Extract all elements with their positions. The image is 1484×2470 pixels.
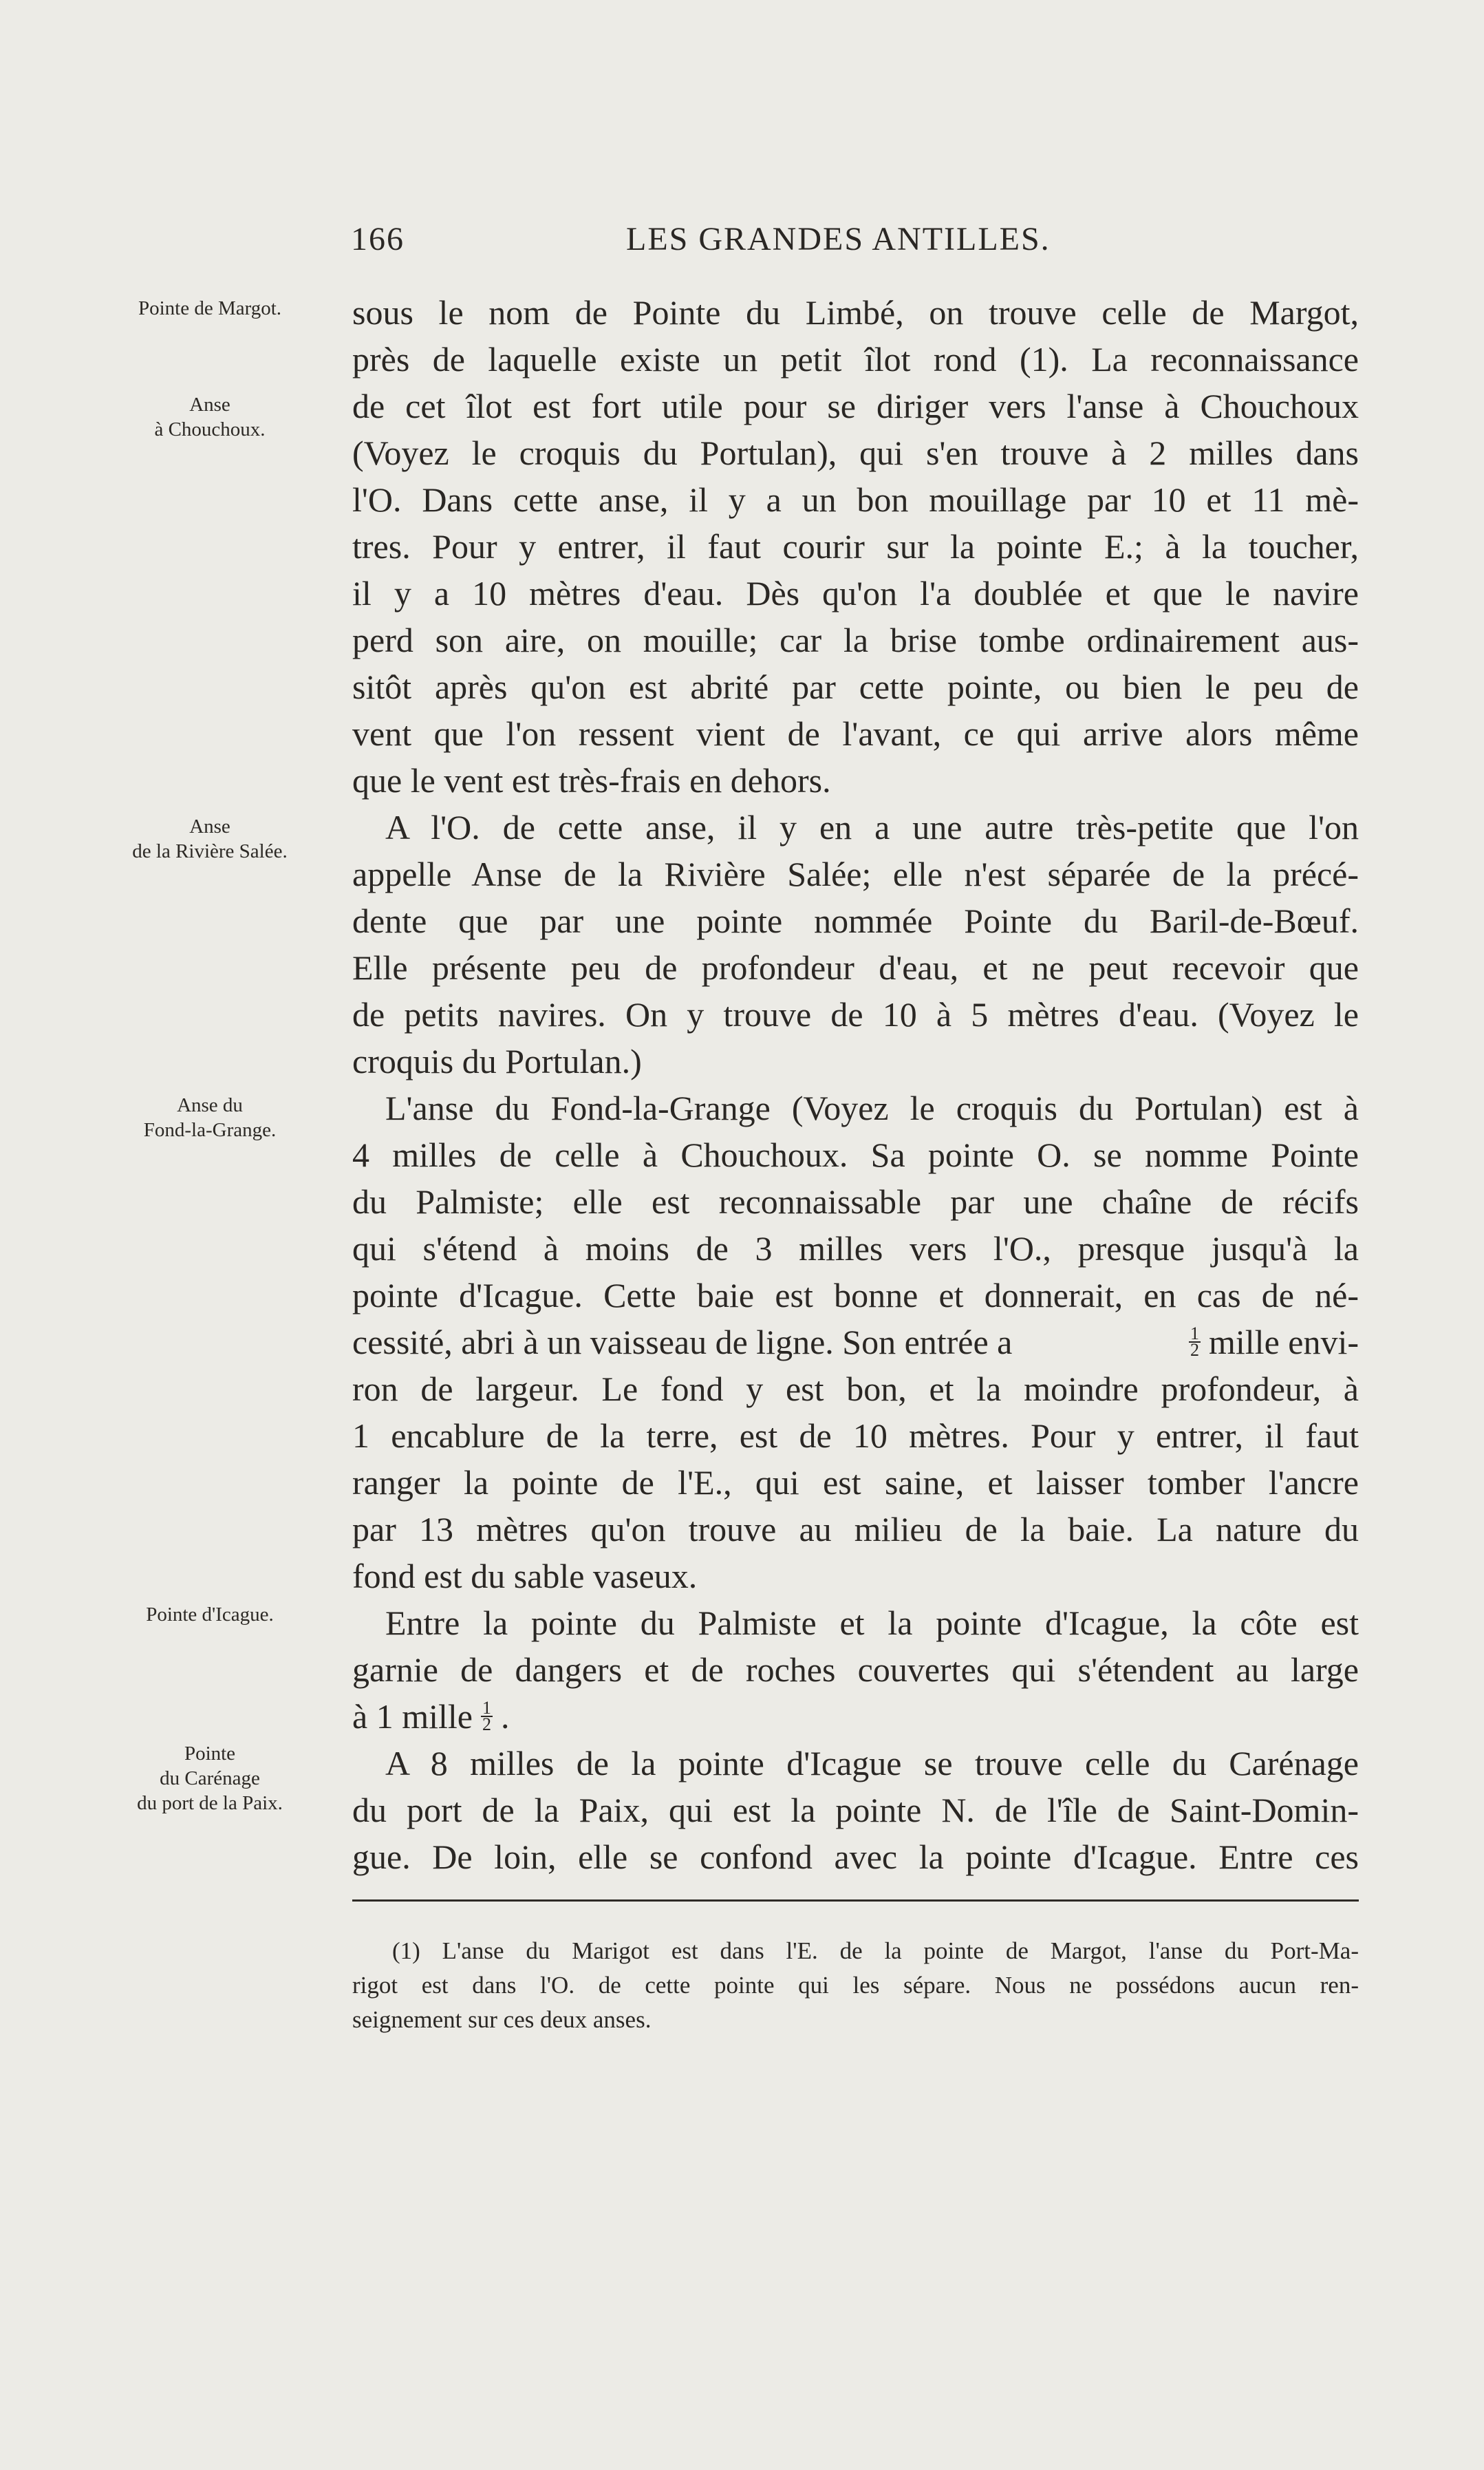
text-line: pointe d'Icague. Cette baie est bonne et donnerait, en cas de né- [352, 1276, 1359, 1314]
text-line: vent que l'on ressent vient de l'avant, ce qui arrive alors même [352, 714, 1359, 753]
text-line: 1 encablure de la terre, est de 10 mètres. Pour y entrer, il faut [352, 1416, 1359, 1455]
text-line: fond est du sable vaseux. [352, 1557, 698, 1595]
footnote-rule [352, 1899, 1359, 1902]
text-line: que le vent est très-frais en dehors. [352, 761, 831, 800]
text-line: sous le nom de Pointe du Limbé, on trouve celle de Margot, [352, 293, 1359, 332]
running-head [344, 220, 1362, 268]
text-line: l'O. Dans cette anse, il y a un bon mouillage par 10 et 11 mè- [352, 480, 1359, 519]
margin-note-pointe-du-carenage: Pointe du Carénage du port de la Paix. [137, 1743, 283, 1814]
text-line: croquis du Portulan.) [352, 1042, 642, 1080]
text-line: appelle Anse de la Rivière Salée; elle n'est séparée de la précé- [352, 855, 1359, 893]
text-line: L'anse du Fond-la-Grange (Voyez le croquis du Portulan) est à [385, 1089, 1359, 1127]
fraction-one-half: $\frac{1}{2}$ [482, 1698, 491, 1734]
text-line: du Palmiste; elle est reconnaissable par une chaîne de récifs [352, 1182, 1359, 1221]
text-line: ron de largeur. Le fond y est bon, et la moindre profondeur, à [352, 1370, 1359, 1408]
text-line: de petits navires. On y trouve de 10 à 5 mètres d'eau. (Voyez le [352, 995, 1359, 1034]
running-title: LES GRANDES ANTILLES. [626, 221, 1051, 257]
margin-note-anse-fond-la-grange: Anse du Fond-la-Grange. [143, 1094, 277, 1141]
footnote-line: seignement sur ces deux anses. [352, 2006, 652, 2033]
text-line: A l'O. de cette anse, il y en a une autre très-petite que l'on [385, 808, 1359, 847]
margin-note-anse-a-chouchoux: Anse à Chouchoux. [154, 394, 266, 440]
text-line: il y a 10 mètres d'eau. Dès qu'on l'a doublée et que le navire [352, 574, 1359, 613]
text-line: A 8 milles de la pointe d'Icague se trouve celle du Carénage [385, 1744, 1359, 1782]
text-line: garnie de dangers et de roches couvertes qui s'étendent au large [352, 1650, 1359, 1689]
text-line: tres. Pour y entrer, il faut courir sur la pointe E.; à la toucher, [352, 527, 1359, 566]
text-line: gue. De loin, elle se confond avec la pointe d'Icague. Entre ces [352, 1838, 1359, 1876]
text-line: dente que par une pointe nommée Pointe du Baril-de-Bœuf. [352, 902, 1359, 940]
margin-note-pointe-d-icague: Pointe d'Icague. [146, 1604, 274, 1626]
text-line: par 13 mètres qu'on trouve au milieu de la baie. La nature du [352, 1510, 1359, 1548]
margin-note-pointe-de-margot: Pointe de Margot. [138, 297, 282, 319]
text-line: sitôt après qu'on est abrité par cette pointe, ou bien le peu de [352, 668, 1359, 706]
text-line: Elle présente peu de profondeur d'eau, et ne peut recevoir que [352, 948, 1359, 987]
text-line: du port de la Paix, qui est la pointe N. de l'île de Saint-Domin- [352, 1791, 1359, 1829]
text-line: Entre la pointe du Palmiste et la pointe d'Icague, la côte est [385, 1604, 1359, 1642]
text-line-with-fraction: à 1 mille $\frac{1}{2}$ . [352, 1697, 510, 1736]
text-line: 4 milles de celle à Chouchoux. Sa pointe O. se nomme Pointe [352, 1136, 1359, 1174]
text-line: près de laquelle existe un petit îlot rond (1). La reconnaissance [352, 340, 1359, 379]
text-line: ranger la pointe de l'E., qui est saine, et laisser tomber l'ancre [352, 1463, 1359, 1502]
text-line: perd son aire, on mouille; car la brise tombe ordinairement aus- [352, 621, 1359, 659]
margin-note-anse-riviere-salee: Anse de la Rivière Salée. [132, 816, 288, 862]
fraction-one-half: $\frac{1}{2}$ [1190, 1323, 1199, 1360]
text-line: qui s'étend à moins de 3 milles vers l'O., presque jusqu'à la [352, 1229, 1359, 1268]
footnote-line: (1) L'anse du Marigot est dans l'E. de la pointe de Margot, l'anse du Port-Ma- [392, 1937, 1359, 1964]
footnote-line: rigot est dans l'O. de cette pointe qui les sépare. Nous ne possédons aucun ren- [352, 1972, 1359, 1999]
page-number: 166 [351, 221, 405, 257]
text-line: (Voyez le croquis du Portulan), qui s'en trouve à 2 milles dans [352, 434, 1359, 472]
text-line: de cet îlot est fort utile pour se diriger vers l'anse à Chouchoux [352, 387, 1359, 425]
text-line-with-fraction: cessité, abri à un vaisseau de ligne. Son entrée a $\frac{1}{2}$ mille envi- [352, 1323, 1359, 1361]
